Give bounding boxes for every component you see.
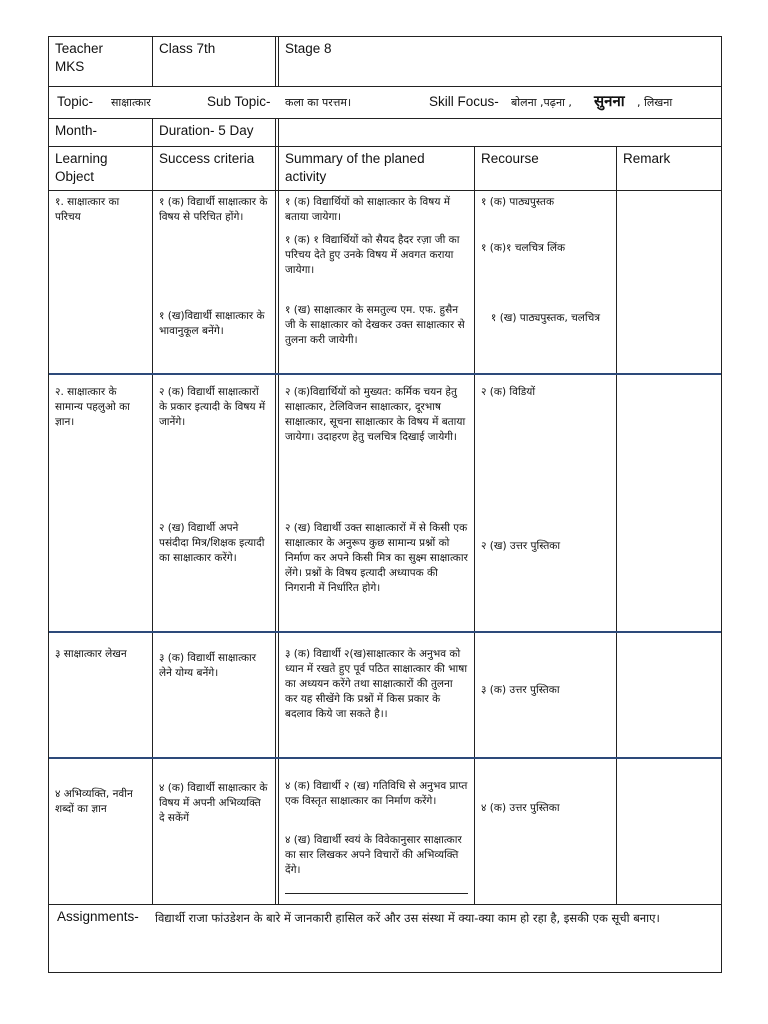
activity-1b: १ (ख) साक्षात्कार के समतुल्य एम. एफ. हुसैन जी के साक्षात्कार को देखकर उक्त साक्षात्कार से तुलना करी जायेगी। xyxy=(285,304,465,346)
skill-speaking-reading: बोलना ,पढ़ना , xyxy=(511,96,572,109)
activity-1a: १ (क) विद्यार्थियों को साक्षात्कार के विषय में बताया जायेगा। xyxy=(285,196,451,223)
activity-4b: ४ (ख) विद्यार्थी स्वयं के विवेकानुसार साक्षात्कार का सार लिखकर अपने विचारों की अभिव्यक्ति देंगे। xyxy=(285,834,462,876)
class-cell: Class 7th xyxy=(153,37,279,86)
table-row xyxy=(49,633,721,759)
resource-1a: १ (क) पाठ्यपुस्तक xyxy=(481,196,555,208)
activity-4a: ४ (क) विद्यार्थी २ (ख) गतिविधि से अनुभव प्राप्त एक विस्तृत साक्षात्कार का निर्माण करेंगे। xyxy=(285,780,468,807)
learning-object-1: १. साक्षात्कार का परिचय xyxy=(55,196,120,223)
topic-label: Topic- xyxy=(57,94,94,109)
criteria-4a: ४ (क) विद्यार्थी साक्षात्कार के विषय में अपनी अभिव्यक्ति दे सकेंगें xyxy=(159,782,268,824)
activity-1a1: १ (क) १ विद्यार्थियों को सैयद हैदर रज़ा जी का परिचय देते हुए उनके विषय में अवगत कराया जायेगा। xyxy=(285,234,460,276)
topic-row xyxy=(49,87,721,119)
criteria-3a: ३ (क) विद्यार्थी साक्षात्कार लेने योग्य बनेंगे। xyxy=(159,652,257,679)
resource-4a: ४ (क) उत्तर पुस्तिका xyxy=(481,802,560,814)
col-summary-activity: Summary of the planed activity xyxy=(279,147,475,190)
column-header-row xyxy=(49,147,721,191)
activity-2a: २ (क)विद्यार्थियों को मुख्यत: कर्मिक चयन हेतु साक्षात्कार, टेलिविजन साक्षात्कार, दूरभाष साक्षात्कार, सूचना साक्षात्कार के विषय में बताया जायेगा। उदाहरण हेतु चलचित्र दिखाई जायेगी। xyxy=(285,386,466,443)
stage-cell: Stage 8 xyxy=(285,41,332,56)
table-row xyxy=(49,375,721,633)
teacher-cell: Teacher MKS xyxy=(49,37,153,86)
resource-2a: २ (क) विडियों xyxy=(481,386,536,398)
lesson-plan-table xyxy=(48,36,722,973)
assignment-section xyxy=(49,905,721,972)
criteria-2a: २ (क) विद्यार्थी साक्षात्कारों के प्रकार इत्यादी के विषय में जानेंगे। xyxy=(159,386,266,428)
skill-listening: सुनना xyxy=(594,92,625,110)
table-row xyxy=(49,191,721,375)
activity-3a: ३ (क) विद्यार्थी २(ख)साक्षात्कार के अनुभव को ध्यान में रखते हुए पूर्व पठित साक्षात्कार की भाषा का अध्ययन करेंगे तथा साक्षात्कारों की तुलना कर यह सीखेंगे कि प्रश्नों में किस प्रकार के बदलाव किये जा सकते है।। xyxy=(285,648,468,720)
remark-3 xyxy=(617,633,721,757)
learning-object-4: ४ अभिव्यक्ति, नवीन शब्दों का ज्ञान xyxy=(55,788,133,815)
resource-3a: ३ (क) उत्तर पुस्तिका xyxy=(481,684,560,696)
criteria-1b: १ (ख)विद्यार्थी साक्षात्कार के भावानुकूल बनेंगे। xyxy=(159,310,265,337)
criteria-1a: १ (क) विद्यार्थी साक्षात्कार के विषय से परिचित होंगे। xyxy=(159,196,268,223)
activity-2b: २ (ख) विद्यार्थी उक्त साक्षात्कारों में से किसी एक साक्षात्कार के अनुरूप कुछ सामान्य प्रश्नों को निर्माण कर अपने किसी मित्र का सुक्ष्म साक्षात्कार लेंगे। प्रश्नों के विषय इत्यादी अध्यापक की निगरानी में निर्धारित होगे। xyxy=(285,522,468,594)
table-row xyxy=(49,759,721,905)
col-success-criteria: Success criteria xyxy=(153,147,279,190)
month-row xyxy=(49,119,721,147)
assignment-text: विद्यार्थी राजा फांउडेशन के बारे में जानकारी हासिल करें और उस संस्था में क्या-क्या काम हो रहा है, इसकी एक सूची बनाए। xyxy=(155,911,660,925)
month-blank-cell xyxy=(279,119,721,146)
col-remark: Remark xyxy=(623,151,671,166)
skill-writing: , लिखना xyxy=(637,96,673,109)
signature-line xyxy=(285,893,468,894)
duration-cell: Duration- 5 Day xyxy=(153,119,279,146)
resource-1b: १ (ख) पाठ्यपुस्तक, चलचित्र xyxy=(490,312,601,324)
assignment-label: Assignments- xyxy=(57,909,139,924)
skill-label: Skill Focus- xyxy=(429,94,499,109)
remark-4 xyxy=(617,759,721,904)
header-row xyxy=(49,37,721,87)
col-recourse: Recourse xyxy=(475,147,617,190)
month-cell: Month- xyxy=(49,119,153,146)
learning-object-3: ३ साक्षात्कार लेखन xyxy=(55,648,127,660)
learning-object-2: २. साक्षात्कार के सामान्य पहलुओ का ज्ञान। xyxy=(55,386,130,428)
resource-1a1: १ (क)१ चलचित्र लिंक xyxy=(481,242,566,254)
remark-1 xyxy=(617,191,721,373)
criteria-2b: २ (ख) विद्यार्थी अपने पसंदीदा मित्र/शिक्षक इत्यादी का साक्षात्कार करेंगे। xyxy=(159,522,265,564)
subtopic-value: कला का परत्तम। xyxy=(285,96,352,109)
remark-2 xyxy=(617,375,721,631)
resource-2b: २ (ख) उत्तर पुस्तिका xyxy=(481,540,561,552)
col-learning-object: Learning Object xyxy=(49,147,153,190)
topic-value: साक्षात्कार xyxy=(111,96,151,109)
subtopic-label: Sub Topic- xyxy=(207,94,271,109)
